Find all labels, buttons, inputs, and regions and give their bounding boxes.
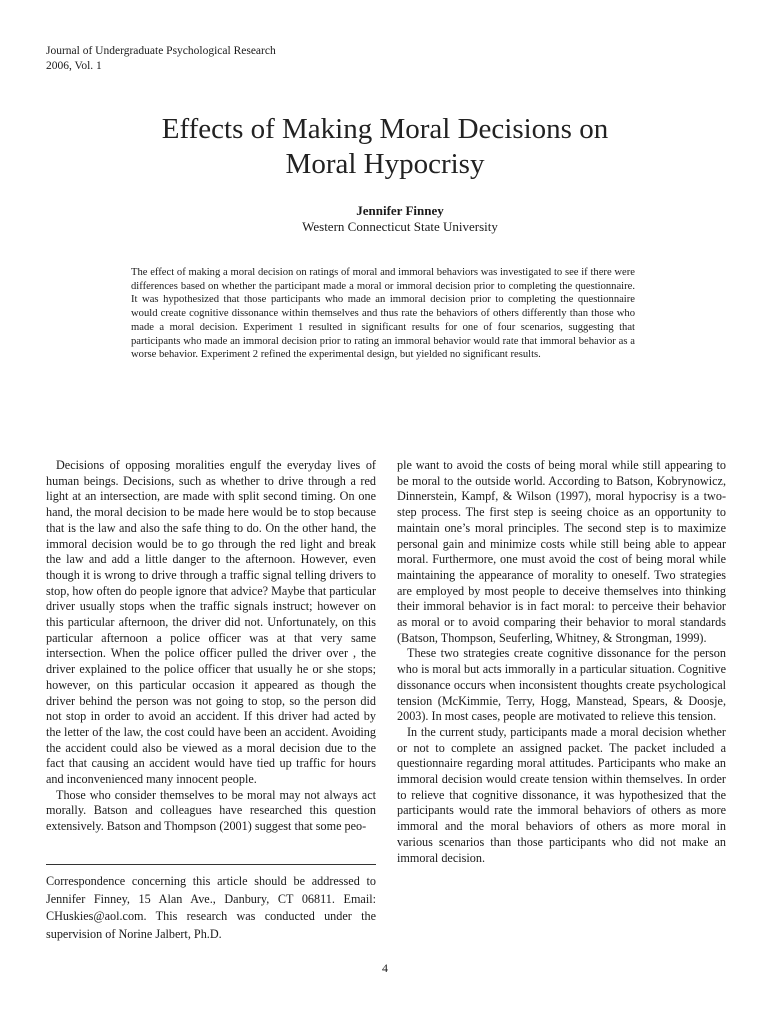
paragraph: These two strategies create cognitive dissonance for the person who is moral but acts immorally in a particular situation. Cognitive dissonance occurs when inconsistent thoughts create psychological tension (McKimmie, Terry, Hogg, Manstead, Spears, & Doosje, 2003). In most cases, people are motivated to relieve this tension. <box>397 646 726 724</box>
article-title <box>0 112 770 182</box>
footnote-divider <box>46 864 376 865</box>
paragraph-continued: ple want to avoid the costs of being moral while still appearing to be moral to the outside world. According to Batson, Kobrynowicz, Dinnerstein, Kampf, & Wilson (1997), moral hypocrisy is a two-step process. The first step is seeing choice as an opportunity to maintain one’s moral principles. The second step is to maximize personal gain and minimize costs while still being able to appear moral. Furthermore, one must avoid the cost of being moral while maintaining the appearance of morality to oneself. Two strategies are employed by most people to deceive themselves into thinking their immoral behavior is in fact moral: to perceive their behavior as moral or to avoid comparing their behavior to moral standards (Batson, Thompson, Seuferling, Whitney, & Strongman, 1999). <box>397 458 726 645</box>
abstract: The effect of making a moral decision on ratings of moral and immoral behaviors was investigated to see if there were differences based on whether the participant made a moral or immoral decision prior to completing the questionnaire. It was hypothesized that those participants who made an immoral decision prior to completing the questionnaire would create cognitive dissonance within themselves and thus rate the behaviors of others differently than those who made a moral decision. Experiment 1 resulted in significant results for one of four scenarios, suggesting that participants who made an immoral decision prior to rating an immoral behavior would rate that immoral behavior as a worse behavior. Experiment 2 refined the experimental design, but yielded no significant results. <box>131 267 635 361</box>
journal-name: Journal of Undergraduate Psychological Research <box>46 45 276 57</box>
journal-volume: 2006, Vol. 1 <box>46 60 102 72</box>
title-line-1: Effects of Making Moral Decisions on <box>161 113 609 145</box>
correspondence-footnote: Correspondence concerning this article should be addressed to Jennifer Finney, 15 Alan Ave., Danbury, CT 06811. Email: CHuskies@aol.com. This research was conducted under the supervision of Norine Jalbert, Ph.D. <box>46 874 376 941</box>
journal-header <box>46 44 276 74</box>
paragraph-left-p2-start: Those who consider themselves to be moral may not always act morally. Batson and colleagues have researched this question extensively. Batson and Thompson (2001) suggest that some peo- <box>46 787 376 834</box>
paragraph: In the current study, participants made a moral decision whether or not to complete an assigned packet. The packet included a questionnaire regarding moral attitudes. Participants who make an immoral decision would create tension within themselves. In order to relieve that cognitive dissonance, it was hypothesized that the participants would rate the immoral behaviors of others as more immoral and the moral behaviors of others as more moral in various scenarios than those participants who did not make an immoral decision. <box>397 724 726 865</box>
paragraph: Decisions of opposing moralities engulf the everyday lives of human beings. Decisions, such as whether to drive through a red light at an intersection, are made with split second timing. On one hand, the moral decision to be made here would be to stop because that is the law and also the safe thing to do. On the other hand, the immoral decision would be to go through the red light and break the law and add a little danger to the afternoon. However, even though it is wrong to drive through a traffic signal telling drivers to stop, how often do people ignore that advice? Maybe that particular driver usually stops when the traffic signals instruct; however on this particular afternoon, the driver did not. Unfortunately, on this particular afternoon a police officer was at that very same intersection. When the police officer pulled the driver over , the driver explained to the police officer that usually he or she stops; however, on this particular occasion it appeared as though the driver behind the person was not going to stop, so the person did not stop in order to avoid an accident. If this driver had acted by the letter of the law, the cost could have been an accident. Avoiding the accident could also be viewed as a moral decision due to the fact that causing an accident would have tied up traffic for hours and inconvenienced many innocent people. <box>46 458 376 787</box>
body-column-right <box>397 458 726 866</box>
title-line-2: Moral Hypocrisy <box>285 148 485 180</box>
author-name: Jennifer Finney <box>356 203 444 218</box>
author-affiliation: Western Connecticut State University <box>302 219 498 234</box>
page-number: 4 <box>382 961 388 975</box>
body-column-left <box>46 458 376 835</box>
